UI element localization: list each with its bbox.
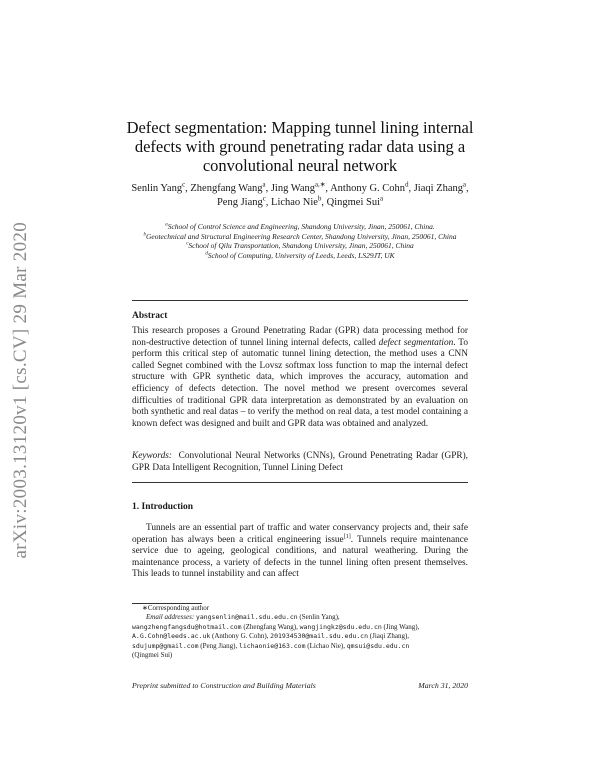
keywords-text: Convolutional Neural Networks (CNNs), Ground Penetrating Radar (GPR), GPR Data Intelligent Recognition, Tunnel Lining Defect [132, 451, 468, 473]
footnotes [132, 604, 468, 660]
title-line: Defect segmentation: Mapping tunnel lining internal [126, 118, 474, 137]
email-link[interactable]: 201934530@mail.sdu.edu.cn [270, 632, 369, 641]
email-owner: (Qingmei Sui) [132, 651, 173, 660]
email-owner: (Jing Wang), [383, 622, 420, 631]
affil-mark: c [186, 241, 189, 247]
email-owner: (Anthony G. Cohn), [212, 632, 269, 641]
email-link[interactable]: sdujump@gmail.com [132, 641, 199, 650]
keywords [132, 451, 468, 474]
email-label: Email addresses: [146, 613, 195, 622]
section-heading-introduction: 1. Introduction [132, 502, 194, 512]
email-owner: (Lichao Nie), [307, 641, 345, 650]
email-link[interactable]: lichaonie@163.com [238, 641, 306, 650]
abstract-body [132, 326, 468, 430]
affil-text: Geotechnical and Structural Engineering Research Center, Shandong University, Jinan, 250061, China [145, 231, 457, 241]
page-footer [132, 681, 468, 690]
email-link[interactable]: A.G.Cohn@leeds.ac.uk [132, 632, 211, 641]
footer-date: March 31, 2020 [418, 681, 468, 690]
author-list: Senlin Yang$^c$, Zhengfang Wang$^a$, Jing Wang$^{a,∗}$, Anthony G. Cohn$^d$, Jiaqi Zhang$^a$, Peng Jiang$^c$, Lichao Nie$^b$, Qingmei Sui$^a$ [131, 181, 469, 208]
keywords-label: Keywords: [132, 451, 172, 461]
abstract-heading: Abstract [132, 311, 168, 321]
email-owner: (Peng Jiang), [200, 641, 238, 650]
arxiv-stamp [8, 200, 34, 580]
email-link[interactable]: qmsui@sdu.edu.cn [346, 641, 410, 650]
author: Peng Jiang [216, 197, 263, 208]
footer-journal: Preprint submitted to Construction and Building Materials [132, 681, 316, 690]
paper-title [110, 118, 490, 175]
introduction-body [132, 523, 468, 581]
author-affil-mark: c [262, 195, 266, 203]
author-affil-mark: d [405, 181, 409, 189]
email-owner: (Jiaqi Zhang), [369, 632, 410, 641]
affil-mark: a [165, 222, 168, 228]
author-affil-mark: a [262, 181, 266, 189]
abstract-text: This research proposes a Ground Penetrating Radar (GPR) data processing method for non-destructive detection of tunnel lining internal defects, called [132, 326, 468, 348]
author: Senlin Yang [131, 183, 183, 194]
email-link[interactable]: wangzhengfangsdu@hotmail.com [132, 622, 242, 631]
author: Jiaqi Zhang [413, 183, 463, 194]
author-affil-mark: a [463, 181, 467, 189]
email-link[interactable]: yangsenlin@mail.sdu.edu.cn [195, 613, 298, 622]
abstract-text: . To perform this critical step of automatic tunnel lining detection, the method uses a CNN called Segnet combined with the Lovsz softmax loss function to map the internal defect structure with GPR synthetic data, which improves the accuracy, automation and efficiency of defects detection. The novel method we present overcomes several difficulties of traditional GPR data interpretation as demonstrated by an evaluation on both synthetic and real datas – to verify the method on real data, a test model containing a known defect was designed and built and GPR data was obtained and analyzed. [132, 337, 468, 429]
affil-text: School of Computing, University of Leeds, Leeds, LS29JT, UK [207, 250, 395, 260]
abstract-bottom-rule [132, 482, 468, 483]
author-affil-mark: a,∗ [314, 181, 326, 189]
author-affil-mark: c [182, 181, 186, 189]
affiliation-c [130, 241, 470, 251]
affil-mark: b [143, 232, 146, 237]
affil-text: School of Qilu Transportation, Shandong University, Jinan, 250061, China [188, 241, 414, 250]
email-owner: (Senlin Yang), [299, 613, 340, 622]
author: Zhengfang Wang [190, 183, 263, 194]
affiliation-a [130, 222, 470, 232]
citation-link[interactable]: [1] [343, 533, 351, 540]
author: Jing Wang [270, 183, 315, 194]
author: Lichao Nie [271, 197, 318, 208]
author: Anthony G. Cohn [330, 183, 406, 194]
abstract-top-rule [132, 300, 468, 301]
corresponding-author-note: ∗Corresponding author [142, 604, 210, 612]
affil-mark: d [205, 251, 208, 256]
affil-text: School of Control Science and Engineering, Shandong University, Jinan, 250061, China. [167, 222, 435, 231]
intro-text: . Tunnels require maintenance service due to ageing, geological conditions, and natural weathering. During the maintenance process, a variety of defects in the tunnel lining often present themselves. This leads to tunnel instability and can affect [132, 534, 468, 580]
author-affil-mark: a [380, 195, 384, 203]
title-line: defects with ground penetrating radar data using a [134, 137, 466, 156]
email-owner: (Zhengfang Wang), [243, 622, 298, 631]
title-line: convolutional neural network [202, 156, 398, 175]
email-link[interactable]: wangjingkz@sdu.edu.cn [299, 622, 382, 631]
affiliations [130, 222, 470, 260]
author: Qingmei Sui [326, 197, 381, 208]
affiliation-b [130, 232, 470, 242]
arxiv-stamp-text: arXiv:2003.13120v1 [cs.CV] 29 Mar 2020 [10, 221, 31, 559]
abstract-emphasis: defect segmentation [378, 337, 454, 348]
affiliation-d [130, 251, 470, 261]
author-affil-mark: b [317, 195, 322, 203]
intro-text: Tunnels are an essential part of traffic and water conservancy projects and, their safe operation has always been a critical engineering issue [132, 523, 468, 545]
